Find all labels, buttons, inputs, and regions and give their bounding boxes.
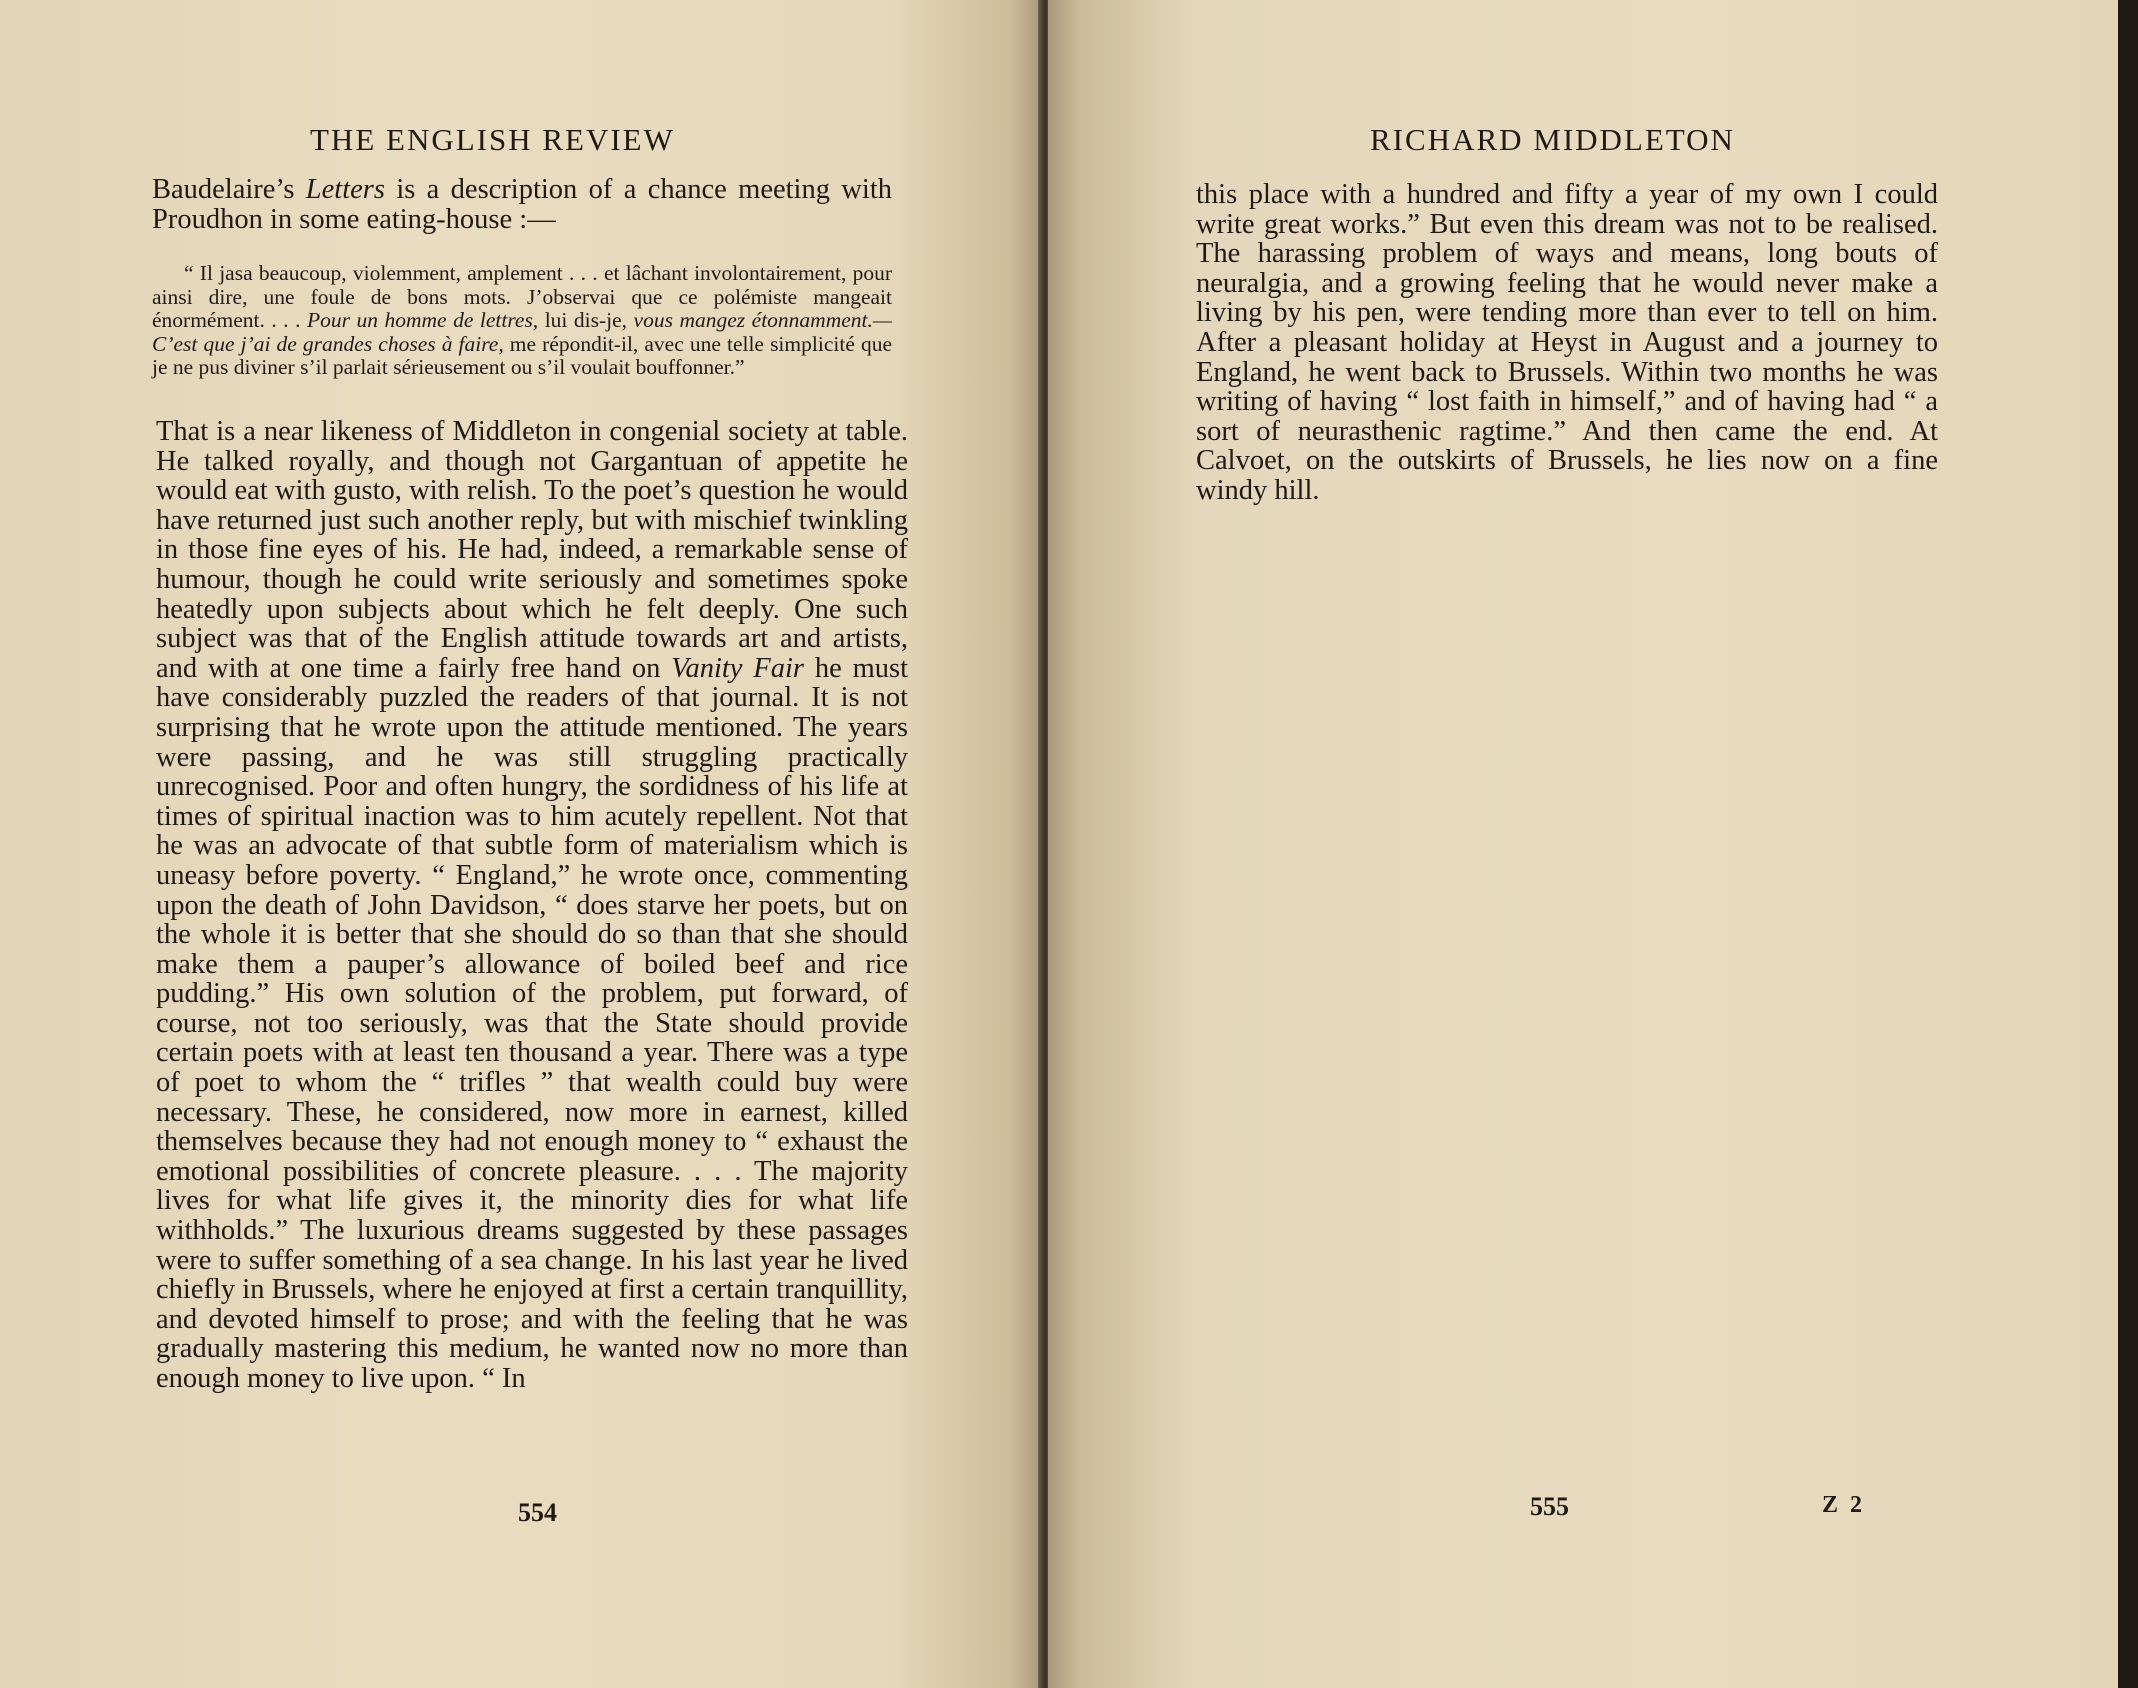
right-paragraph-text: this place with a hundred and fifty a year of my own I could write great works.” But even this dream was not to be realised. The harassing problem of ways and means, long bouts of neuralgia, and a growing feeling that he would never make a living by his pen, were tending more than ever to tell on him. After a pleasant holiday at Heyst in August and a journey to England, he went back to Brussels. Within two months he was writing of having “ lost faith in himself,” and of having had “ a sort of neurasthenic ragtime.” And then came the end. At Calvoet, on the outskirts of Brussels, he lies now on a fine windy hill. bbox=[1196, 179, 1938, 506]
main-text-after: he must have considerably puzzled the readers of that journal. It is not surprising that he wrote upon the attitude mentioned. The years were passing, and he was still struggling practically unrecognised. Poor and often hungry, the sordidness of his life at times of spiritual inaction was to him acutely repellent. Not that he was an advocate of that subtle form of materialism which is uneasy before poverty. “ England,” he wrote once, commenting upon the death of John Davidson, “ does starve her poets, but on the whole it is better that she should do so than that she should make them a pauper’s allowance of boiled beef and rice pudding.” His own solution of the problem, put forward, of course, not too seriously, was that the State should provide certain poets with at least ten thousand a year. There was a type of poet to whom the “ trifles ” that wealth could buy were necessary. These, he considered, now more in earnest, killed themselves because they had not enough money to “ exhaust the emotional possibilities of concrete pleasure. . . . The majority lives for what life gives it, the minority dies for what life withholds.” The luxurious dreams suggested by these passages were to suffer something of a sea change. In his last year he lived chiefly in Brussels, where he enjoyed at first a certain tranquillity, and devoted himself to prose; and with the feeling that he was gradually mastering this medium, he wanted now no more than enough money to live upon. “ In bbox=[156, 652, 909, 1394]
intro-text-after: is a description of a chance meeting with Proudhon in some eating-house :— bbox=[152, 174, 892, 235]
main-paragraph-left bbox=[156, 417, 908, 1394]
background-edge bbox=[2118, 0, 2138, 1688]
main-text-before: That is a near likeness of Middleton in congenial society at table. He talked royally, and though not Gargantuan of appetite he would eat with gusto, with relish. To the poet’s question he would have returned just such another reply, but with mischief twinkling in those fine eyes of his. He had, indeed, a remarkable sense of humour, though he could write seriously and sometimes spoke heatedly upon subjects about which he felt deeply. One such subject was that of the English attitude towards art and artists, and with at one time a fairly free hand on bbox=[156, 416, 908, 684]
quote-part-3: me répondit-il, avec une telle simplicité que je ne pus diviner s’il parlait sérieusement ou s’il voulait bouffonner.” bbox=[152, 331, 892, 379]
quote-italic-1: Pour un homme de lettres, bbox=[306, 308, 539, 332]
intro-paragraph bbox=[152, 175, 892, 234]
main-paragraph-right bbox=[1196, 180, 1938, 506]
signature-mark: Z 2 bbox=[1822, 1492, 1866, 1518]
main-italic-vanity-fair: Vanity Fair bbox=[671, 652, 804, 684]
running-head-left: THE ENGLISH REVIEW bbox=[310, 122, 675, 157]
running-head-right: RICHARD MIDDLETON bbox=[1370, 122, 1735, 157]
intro-text-before: Baudelaire’s bbox=[152, 174, 306, 205]
quote-part-2: lui dis-je, bbox=[538, 308, 634, 332]
right-page bbox=[1048, 0, 2118, 1688]
quote-part-1: “ Il jasa beaucoup, violemment, amplement . . . et lâchant involontairement, pour ainsi dire, une foule de bons mots. J’observai que ce polémiste mangeait énormément. . . . bbox=[152, 261, 892, 332]
french-quotation bbox=[152, 262, 892, 380]
page-number-left: 554 bbox=[518, 1498, 557, 1527]
intro-italic-title: Letters bbox=[305, 174, 385, 205]
page-number-right: 555 bbox=[1530, 1492, 1569, 1521]
quote-italic-2: vous mangez étonnamment.—C’est que j’ai de grandes choses à faire, bbox=[152, 308, 892, 356]
left-page bbox=[0, 0, 1042, 1688]
